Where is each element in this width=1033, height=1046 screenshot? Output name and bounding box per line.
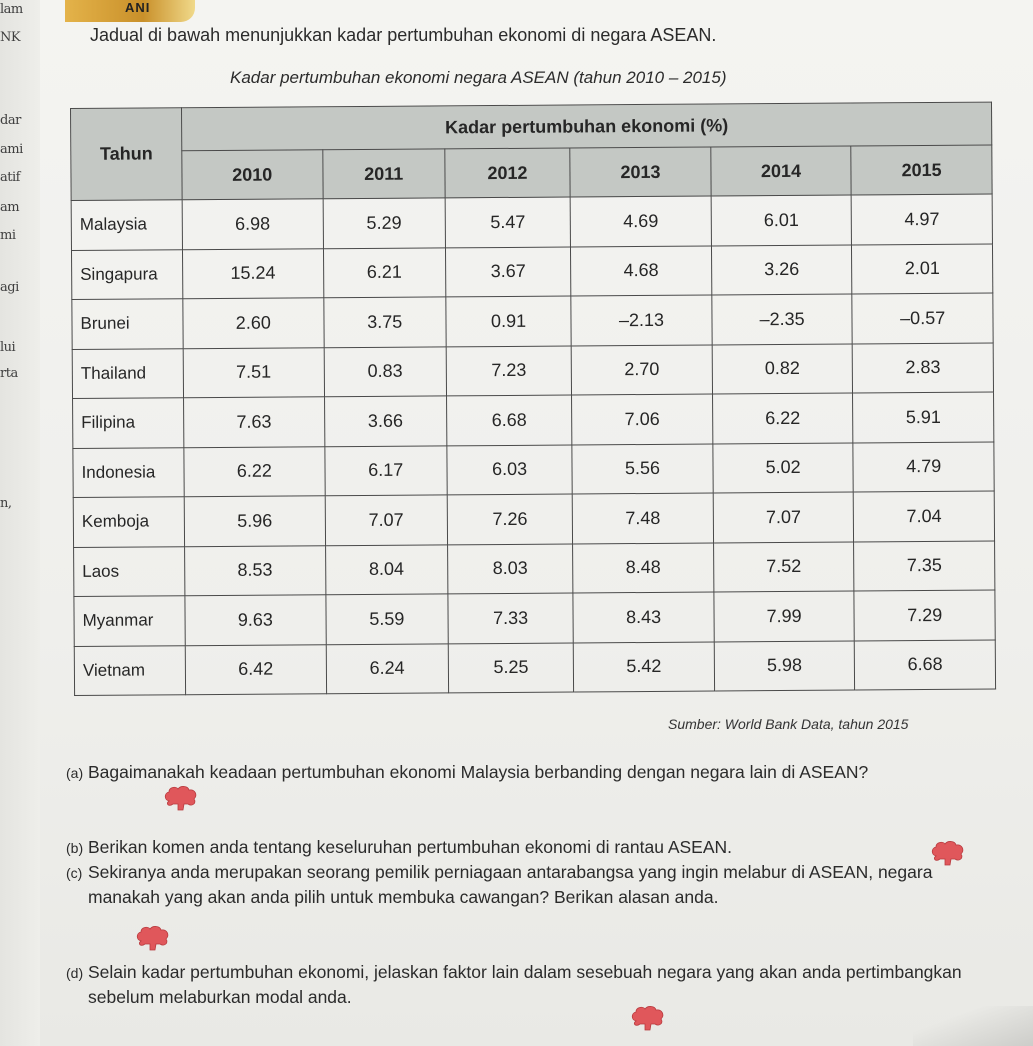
growth-value-cell: 7.48	[572, 493, 713, 543]
previous-page-margin	[0, 0, 40, 1046]
growth-value-cell: 5.02	[713, 443, 854, 493]
year-header: 2014	[711, 146, 852, 196]
growth-value-cell: 5.91	[853, 392, 994, 442]
question-c	[66, 860, 996, 910]
country-cell: Singapura	[71, 249, 182, 299]
margin-text: agi	[0, 280, 19, 295]
year-corner-header: Tahun	[71, 108, 183, 201]
question-text: Sekiranya anda merupakan seorang pemilik perniagaan antarabangsa yang ingin melabur di ASEAN, negara manakah yang akan anda pilih untuk membuka cawangan? Berikan alasan anda.	[88, 862, 933, 907]
growth-value-cell: 7.04	[854, 491, 995, 541]
intro-text: Jadual di bawah menunjukkan kadar pertumbuhan ekonomi di negara ASEAN.	[90, 25, 717, 45]
growth-value-cell: 7.29	[854, 590, 995, 640]
growth-value-cell: 3.67	[445, 247, 571, 297]
country-cell: Brunei	[72, 299, 183, 349]
table-row	[72, 343, 993, 399]
growth-value-cell: 5.56	[572, 444, 713, 494]
growth-value-cell: –2.35	[712, 294, 853, 344]
chapter-banner-text: ANI	[125, 0, 151, 15]
brain-icon	[135, 925, 171, 951]
margin-text: NK	[0, 30, 21, 45]
growth-value-cell: 5.59	[325, 594, 448, 644]
year-header: 2015	[851, 145, 992, 195]
growth-value-cell: 4.69	[570, 196, 711, 246]
growth-value-cell: 7.99	[714, 591, 855, 641]
growth-value-cell: 2.01	[852, 244, 993, 294]
table-row	[71, 244, 992, 300]
country-cell: Kemboja	[73, 497, 184, 547]
growth-value-cell: 6.21	[323, 247, 446, 297]
growth-value-cell: 15.24	[182, 248, 323, 298]
question-label: (c)	[66, 865, 83, 881]
table-title: Kadar pertumbuhan ekonomi negara ASEAN (tahun 2010 – 2015)	[230, 68, 727, 87]
growth-value-cell: 2.83	[853, 343, 994, 393]
growth-value-cell: 3.26	[711, 245, 852, 295]
growth-value-cell: 5.25	[448, 642, 574, 692]
growth-value-cell: 9.63	[185, 595, 326, 645]
growth-value-cell: 6.01	[711, 195, 852, 245]
growth-value-cell: 5.29	[323, 198, 446, 248]
growth-value-cell: 5.42	[573, 642, 714, 692]
group-header: Kadar pertumbuhan ekonomi (%)	[182, 102, 992, 151]
growth-value-cell: 6.68	[855, 640, 996, 690]
growth-value-cell: 7.33	[448, 593, 574, 643]
country-cell: Indonesia	[73, 447, 184, 497]
question-label: (b)	[66, 840, 84, 856]
country-cell: Laos	[74, 546, 185, 596]
growth-value-cell: 3.75	[323, 297, 446, 347]
growth-value-cell: 4.97	[851, 194, 992, 244]
table-row	[74, 541, 995, 597]
table-row	[73, 442, 994, 498]
question-b	[66, 835, 946, 861]
country-cell: Thailand	[72, 348, 183, 398]
table-row	[74, 590, 995, 646]
question-text: Selain kadar pertumbuhan ekonomi, jelaskan faktor lain dalam sesebuah negara yang akan anda pertimbangkan sebelum melaburkan modal anda.	[88, 962, 962, 1007]
country-cell: Malaysia	[71, 200, 182, 250]
growth-value-cell: 8.03	[447, 544, 573, 594]
growth-value-cell: 7.07	[325, 495, 448, 545]
year-header: 2013	[570, 147, 711, 197]
growth-value-cell: 6.24	[326, 643, 449, 693]
brain-icon	[930, 840, 966, 866]
growth-value-cell: 6.22	[184, 446, 325, 496]
growth-value-cell: 8.43	[573, 592, 714, 642]
growth-value-cell: 5.98	[714, 641, 855, 691]
margin-text: lam	[0, 2, 23, 17]
growth-value-cell: 4.68	[571, 246, 712, 296]
growth-value-cell: 6.98	[182, 199, 323, 249]
source-citation: Sumber: World Bank Data, tahun 2015	[668, 716, 909, 732]
growth-value-cell: 8.04	[325, 544, 448, 594]
growth-value-cell: 7.35	[854, 541, 995, 591]
growth-value-cell: 7.52	[713, 542, 854, 592]
country-cell: Myanmar	[74, 596, 185, 646]
growth-value-cell: 6.17	[324, 445, 447, 495]
brain-icon	[163, 785, 199, 811]
growth-value-cell: 7.06	[572, 394, 713, 444]
page-shadow	[913, 1006, 1033, 1046]
growth-value-cell: 3.66	[324, 396, 447, 446]
growth-value-cell: 2.70	[571, 345, 712, 395]
table-row	[73, 392, 994, 448]
growth-value-cell: 7.07	[713, 492, 854, 542]
question-text: Bagaimanakah keadaan pertumbuhan ekonomi Malaysia berbanding dengan negara lain di ASEAN?	[88, 762, 869, 782]
question-label: (d)	[66, 965, 84, 981]
margin-text: rta	[0, 366, 18, 381]
growth-value-cell: 7.51	[183, 347, 324, 397]
growth-rate-table	[70, 102, 996, 696]
question-d	[66, 960, 996, 1010]
question-label: (a)	[66, 765, 84, 781]
country-cell: Vietnam	[74, 645, 185, 695]
growth-value-cell: –0.57	[852, 293, 993, 343]
growth-value-cell: 6.42	[185, 644, 326, 694]
growth-value-cell: –2.13	[571, 295, 712, 345]
growth-value-cell: 7.23	[446, 346, 572, 396]
growth-value-cell: 5.47	[445, 197, 571, 247]
table-row	[71, 194, 992, 250]
margin-text: lui	[0, 340, 16, 355]
growth-value-cell: 6.22	[712, 393, 853, 443]
growth-value-cell: 8.53	[185, 545, 326, 595]
brain-icon	[630, 1005, 666, 1031]
growth-value-cell: 2.60	[183, 298, 324, 348]
growth-value-cell: 0.91	[446, 296, 572, 346]
table-row	[73, 491, 994, 547]
margin-text: atif	[0, 170, 20, 185]
country-cell: Filipina	[73, 398, 184, 448]
growth-value-cell: 7.63	[184, 397, 325, 447]
growth-value-cell: 8.48	[573, 543, 714, 593]
question-a	[66, 760, 996, 786]
margin-text: mi	[0, 228, 16, 243]
margin-text: ami	[0, 142, 23, 157]
growth-value-cell: 6.03	[447, 445, 573, 495]
table-row	[74, 640, 995, 696]
growth-value-cell: 7.26	[447, 494, 573, 544]
growth-value-cell: 5.96	[184, 496, 325, 546]
growth-value-cell: 0.82	[712, 344, 853, 394]
margin-text: dar	[0, 113, 21, 128]
growth-value-cell: 0.83	[324, 346, 447, 396]
margin-text: am	[0, 200, 20, 215]
year-header: 2011	[322, 149, 445, 199]
growth-value-cell: 6.68	[446, 395, 572, 445]
growth-value-cell: 4.79	[853, 442, 994, 492]
question-text: Berikan komen anda tentang keseluruhan pertumbuhan ekonomi di rantau ASEAN.	[88, 837, 733, 857]
year-header: 2010	[182, 150, 323, 200]
table-row	[72, 293, 993, 349]
margin-text: n,	[0, 496, 12, 511]
year-header: 2012	[445, 148, 571, 198]
